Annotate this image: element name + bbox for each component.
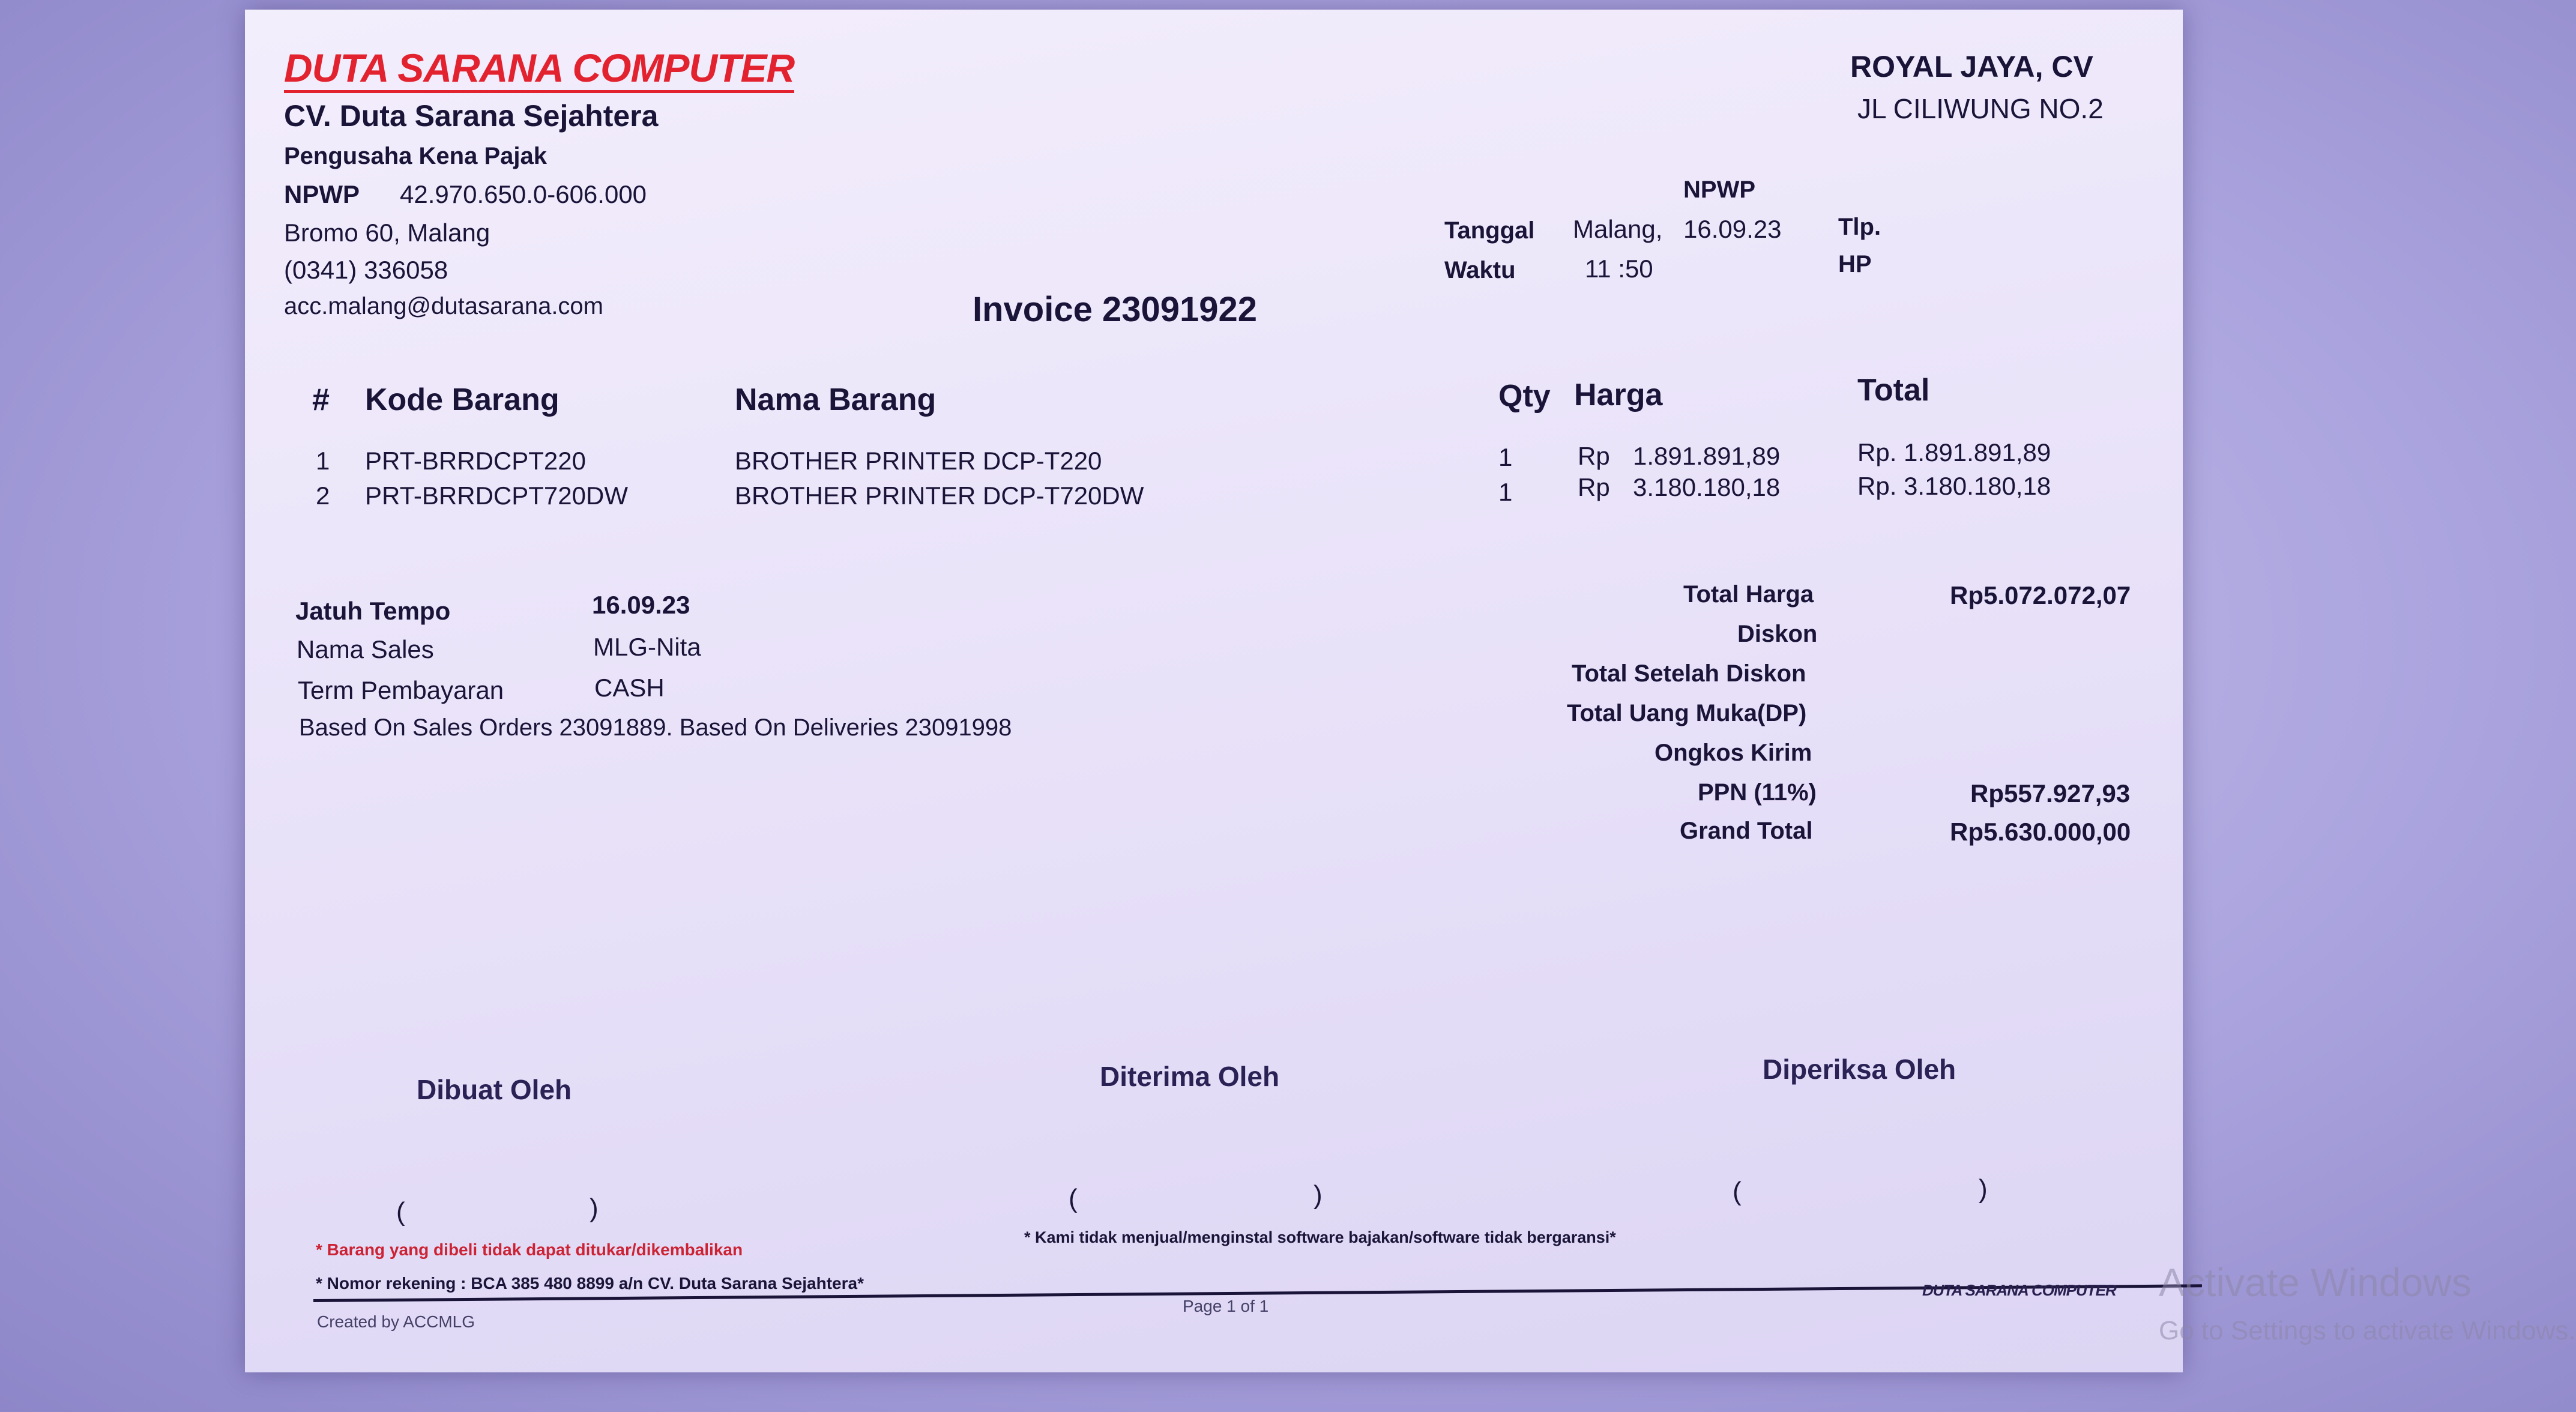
seller-pkp: Pengusaha Kena Pajak xyxy=(284,143,547,169)
seller-email: acc.malang@dutasarana.com xyxy=(284,293,603,319)
seller-npwp: 42.970.650.0-606.000 xyxy=(400,180,647,208)
jatuh-tempo-value: 16.09.23 xyxy=(592,591,690,619)
return-policy-note: * Barang yang dibeli tidak dapat ditukar/dikembalikan xyxy=(316,1240,743,1259)
row-code: PRT-BRRDCPT220 xyxy=(365,447,586,475)
setelah-diskon-label: Total Setelah Diskon xyxy=(1572,660,1806,687)
row-name: BROTHER PRINTER DCP-T220 xyxy=(735,447,1102,475)
row-price: 1.891.891,89 xyxy=(1633,442,1781,470)
col-code-header: Kode Barang xyxy=(365,382,560,417)
seller-npwp-label: NPWP xyxy=(284,180,360,208)
col-price-header: Harga xyxy=(1574,378,1663,412)
row-price: 3.180.180,18 xyxy=(1633,473,1781,501)
activate-windows-watermark: Activate Windows xyxy=(2159,1260,2472,1305)
row-price-currency: Rp xyxy=(1578,473,1610,501)
row-no: 1 xyxy=(316,447,330,475)
ppn-value: Rp557.927,93 xyxy=(1970,779,2131,807)
checked-by-close-paren: ) xyxy=(1979,1174,1988,1204)
received-by-open-paren: ( xyxy=(1069,1184,1078,1213)
made-by-open-paren: ( xyxy=(396,1197,405,1226)
total-harga-value: Rp5.072.072,07 xyxy=(1950,581,2131,609)
made-by-label: Dibuat Oleh xyxy=(417,1074,572,1105)
jatuh-tempo-label: Jatuh Tempo xyxy=(295,597,451,625)
grand-total-value: Rp5.630.000,00 xyxy=(1950,818,2131,846)
created-by: Created by ACCMLG xyxy=(317,1312,475,1331)
buyer-tlp-label: Tlp. xyxy=(1838,214,1881,240)
buyer-hp-label: HP xyxy=(1838,251,1872,277)
checked-by-label: Diperiksa Oleh xyxy=(1763,1054,1956,1085)
based-on-note: Based On Sales Orders 23091889. Based On Deliveries 23091998 xyxy=(299,714,1012,741)
checked-by-open-paren: ( xyxy=(1733,1177,1742,1206)
col-qty-header: Qty xyxy=(1498,379,1551,414)
buyer-address: JL CILIWUNG NO.2 xyxy=(1857,93,2104,124)
col-no-header: # xyxy=(312,382,330,417)
diskon-label: Diskon xyxy=(1737,621,1818,647)
seller-address: Bromo 60, Malang xyxy=(284,219,490,247)
invoice-title: Invoice 23091922 xyxy=(973,290,1258,329)
received-by-close-paren: ) xyxy=(1314,1180,1323,1210)
buyer-npwp-label: NPWP xyxy=(1683,176,1755,203)
term-value: CASH xyxy=(594,674,665,702)
waktu-label: Waktu xyxy=(1444,257,1516,283)
uang-muka-label: Total Uang Muka(DP) xyxy=(1567,700,1807,726)
total-harga-label: Total Harga xyxy=(1683,581,1814,608)
row-name: BROTHER PRINTER DCP-T720DW xyxy=(735,481,1144,510)
row-no: 2 xyxy=(316,481,330,510)
row-code: PRT-BRRDCPT720DW xyxy=(365,481,628,510)
page-indicator: Page 1 of 1 xyxy=(1183,1297,1269,1315)
waktu-value: 11 :50 xyxy=(1585,255,1653,283)
row-qty: 1 xyxy=(1498,478,1513,506)
sales-label: Nama Sales xyxy=(297,635,434,663)
col-total-header: Total xyxy=(1857,373,1930,408)
made-by-close-paren: ) xyxy=(590,1193,599,1223)
row-total: Rp. 3.180.180,18 xyxy=(1857,472,2051,500)
term-label: Term Pembayaran xyxy=(298,676,504,704)
sales-value: MLG-Nita xyxy=(593,633,701,661)
ppn-label: PPN (11%) xyxy=(1698,779,1817,806)
company-logo: DUTA SARANA COMPUTER xyxy=(284,47,794,93)
software-policy-note: * Kami tidak menjual/menginstal software bajakan/software tidak bergaransi* xyxy=(1024,1228,1616,1246)
tanggal-value: 16.09.23 xyxy=(1683,215,1782,243)
row-price-currency: Rp xyxy=(1578,442,1610,470)
footer-logo: DUTA SARANA COMPUTER xyxy=(1922,1281,2116,1299)
tanggal-city: Malang, xyxy=(1573,215,1663,243)
seller-company-name: CV. Duta Sarana Sejahtera xyxy=(284,99,659,133)
activate-windows-hint: Go to Settings to activate Windows. xyxy=(2159,1316,2576,1345)
ongkos-kirim-label: Ongkos Kirim xyxy=(1654,740,1812,766)
invoice-paper xyxy=(245,10,2183,1372)
row-total: Rp. 1.891.891,89 xyxy=(1857,438,2051,466)
buyer-name: ROYAL JAYA, CV xyxy=(1850,50,2093,83)
bank-account-note: * Nomor rekening : BCA 385 480 8899 a/n CV. Duta Sarana Sejahtera* xyxy=(316,1274,864,1293)
tanggal-label: Tanggal xyxy=(1444,217,1535,244)
received-by-label: Diterima Oleh xyxy=(1100,1061,1280,1092)
row-qty: 1 xyxy=(1498,443,1513,471)
grand-total-label: Grand Total xyxy=(1680,818,1813,844)
col-name-header: Nama Barang xyxy=(735,382,937,417)
seller-phone: (0341) 336058 xyxy=(284,256,448,284)
